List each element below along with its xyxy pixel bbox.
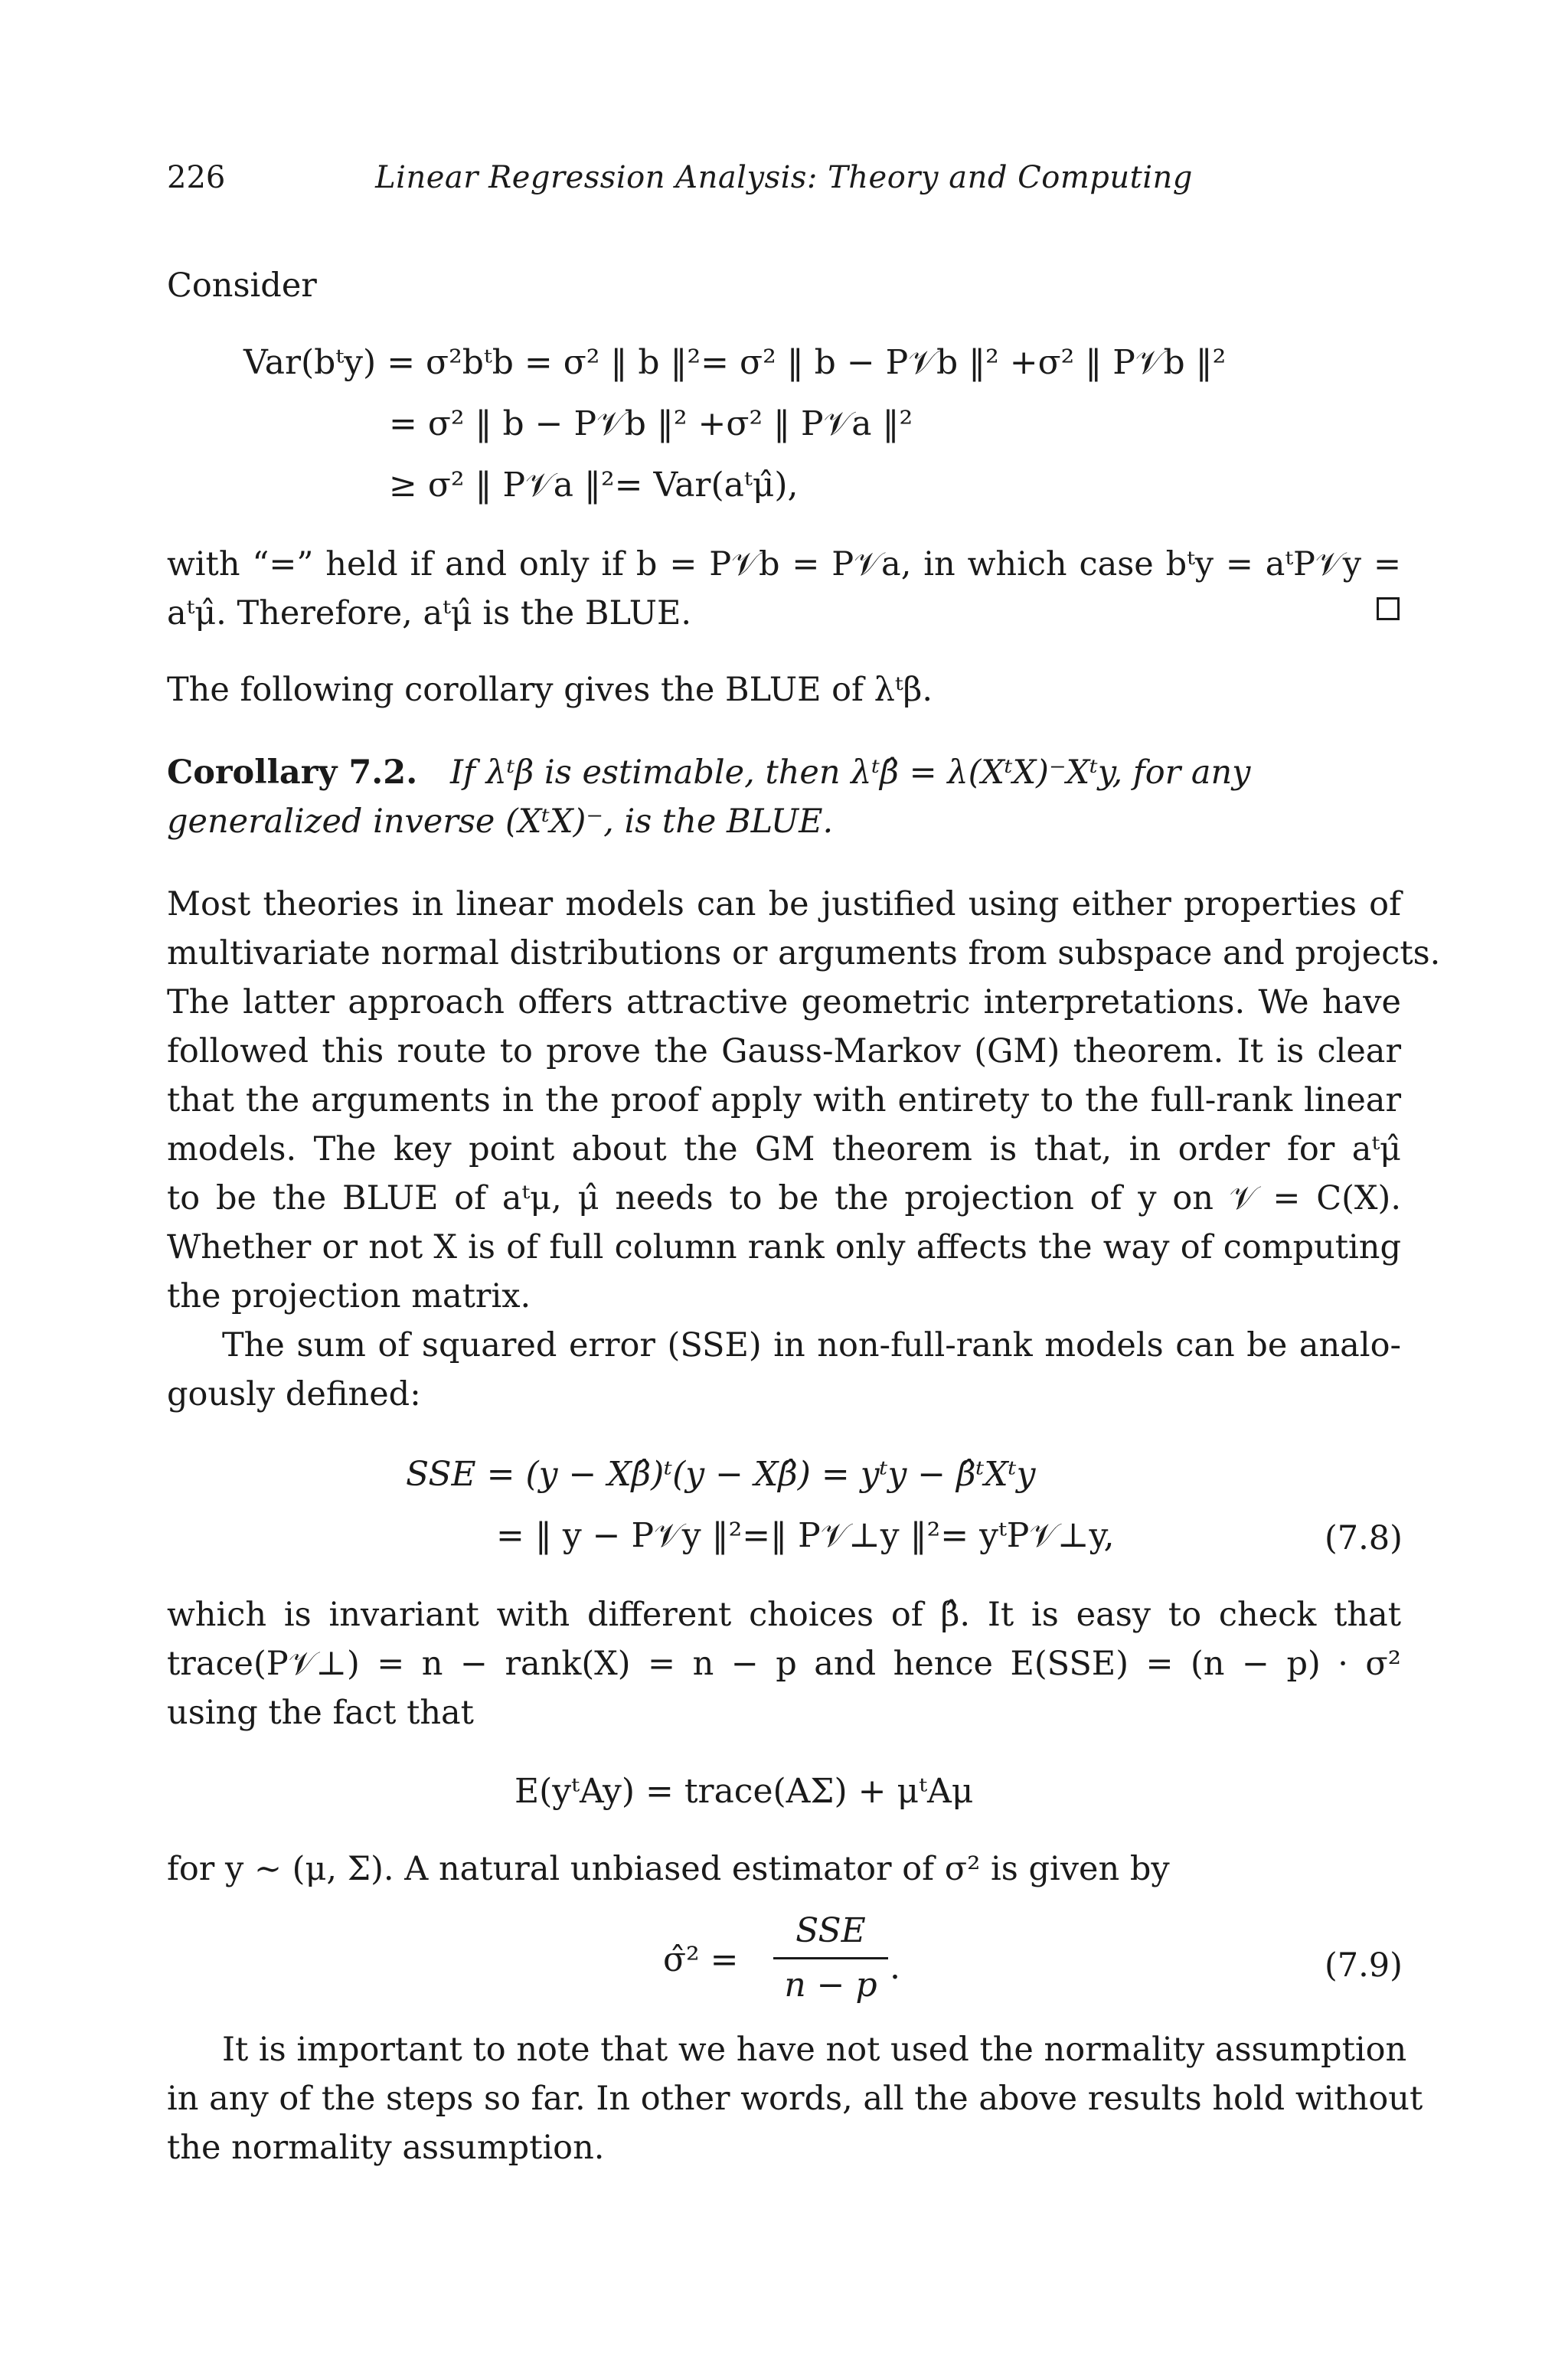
expectation-equation: E(yᵗAy) = trace(AΣ) + μᵗAμ bbox=[514, 1772, 974, 1811]
corollary-line-1: If λᵗβ is estimable, then λᵗβ̂ = λ(XᵗX)⁻Xᵗy, for any bbox=[450, 753, 1251, 792]
fraction-denominator: n − p bbox=[784, 1966, 877, 2005]
fraction-bar bbox=[773, 1957, 888, 1959]
with-text-line-1: with “=” held if and only if b = P𝒱b = P𝒱a, in which case bᵗy = aᵗP𝒱y = bbox=[167, 545, 1401, 583]
paragraph-4-line: It is important to note that we have not used the normality assumption bbox=[222, 2031, 1407, 2069]
sse-equation-line-2: = ‖ y − P𝒱y ‖²=‖ P𝒱⊥y ‖²= yᵗP𝒱⊥y, bbox=[496, 1516, 1115, 1555]
paragraph-4-line: the normality assumption. bbox=[167, 2129, 605, 2167]
corollary-line-2: generalized inverse (XᵗX)⁻, is the BLUE. bbox=[167, 802, 834, 841]
paragraph-2-line: The sum of squared error (SSE) in non-full-rank models can be analo- bbox=[222, 1326, 1401, 1364]
variance-equation-line-1: Var(bᵗy) = σ²bᵗb = σ² ‖ b ‖²= σ² ‖ b − P𝒱b ‖² +σ² ‖ P𝒱b ‖² bbox=[243, 343, 1227, 382]
paragraph-3-line: trace(P𝒱⊥) = n − rank(X) = n − p and hence E(SSE) = (n − p) · σ² bbox=[167, 1645, 1401, 1683]
paragraph-1-line: that the arguments in the proof apply with entirety to the full-rank linear bbox=[167, 1081, 1401, 1119]
fraction-numerator: SSE bbox=[795, 1911, 866, 1950]
consider-text: Consider bbox=[167, 266, 317, 305]
following-text: The following corollary gives the BLUE of λᵗβ. bbox=[167, 671, 933, 709]
paragraph-1-line: Whether or not X is of full column rank only affects the way of computing bbox=[167, 1228, 1401, 1266]
variance-equation-line-3: ≥ σ² ‖ P𝒱a ‖²= Var(aᵗμ̂), bbox=[389, 466, 799, 505]
equation-number-7-9: (7.9) bbox=[1325, 1946, 1403, 1985]
sigma-hat-lhs: σ̂² = bbox=[663, 1940, 739, 1979]
variance-equation-line-2: = σ² ‖ b − P𝒱b ‖² +σ² ‖ P𝒱a ‖² bbox=[389, 404, 913, 443]
with-text-line-2: aᵗμ̂. Therefore, aᵗμ̂ is the BLUE. bbox=[167, 594, 692, 632]
paragraph-1-line: Most theories in linear models can be justified using either properties of bbox=[167, 885, 1401, 923]
for-text-line: for y ∼ (μ, Σ). A natural unbiased estimator of σ² is given by bbox=[167, 1850, 1170, 1888]
sse-fraction bbox=[773, 1911, 888, 2005]
sse-equation-line-1: SSE = (y − Xβ̂)ᵗ(y − Xβ̂) = yᵗy − β̂ᵗXᵗy bbox=[406, 1455, 1036, 1494]
page-number: 226 bbox=[167, 160, 226, 195]
paragraph-3-line: which is invariant with different choices of β̂. It is easy to check that bbox=[167, 1596, 1401, 1634]
paragraph-4-line: in any of the steps so far. In other words, all the above results hold without bbox=[167, 2080, 1423, 2118]
fraction-period: . bbox=[890, 1948, 900, 1987]
corollary-label: Corollary 7.2. bbox=[167, 753, 418, 792]
qed-symbol bbox=[1377, 597, 1400, 620]
paragraph-1-line: followed this route to prove the Gauss-Markov (GM) theorem. It is clear bbox=[167, 1032, 1401, 1070]
paragraph-1-line: The latter approach offers attractive geometric interpretations. We have bbox=[167, 983, 1401, 1021]
paragraph-1-line: the projection matrix. bbox=[167, 1277, 531, 1315]
paragraph-1-line: to be the BLUE of aᵗμ, μ̂ needs to be the projection of y on 𝒱 = C(X). bbox=[167, 1179, 1401, 1217]
paragraph-1-line: multivariate normal distributions or arguments from subspace and projects. bbox=[167, 934, 1441, 972]
running-title: Linear Regression Analysis: Theory and Computing bbox=[375, 160, 1193, 195]
paragraph-1-line: models. The key point about the GM theorem is that, in order for aᵗμ̂ bbox=[167, 1130, 1401, 1168]
equation-number-7-8: (7.8) bbox=[1325, 1519, 1403, 1557]
paragraph-2-line: gously defined: bbox=[167, 1375, 421, 1413]
paragraph-3-line: using the fact that bbox=[167, 1694, 474, 1732]
